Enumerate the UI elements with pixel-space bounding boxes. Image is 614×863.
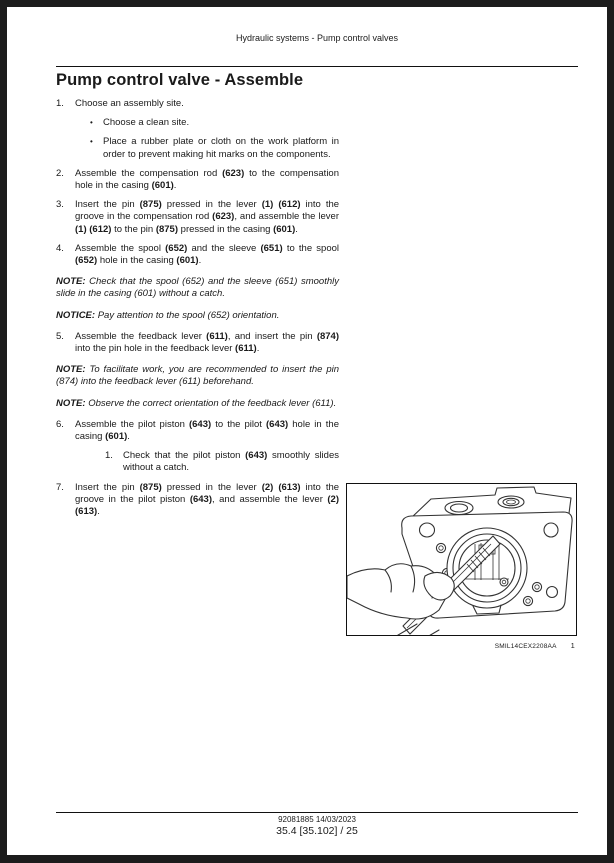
bullet-icon: • — [90, 118, 93, 128]
step-5 — [56, 331, 339, 355]
footer-section-page: 35.4 [35.102] / 25 — [276, 825, 358, 837]
figure-caption-code: SMIL14CEX2208AA — [494, 643, 557, 650]
step-7 — [56, 482, 339, 519]
note-2: NOTE: To facilitate work, you are recommended to insert the pin (874) into the feedback lever (611) beforehand. — [56, 364, 339, 388]
title-rule — [56, 66, 578, 67]
step-text: Assemble the feedback lever (611), and insert the pin (874) into the pin hole in the feedback lever (611). — [75, 330, 339, 355]
substep-number: 1. — [105, 450, 113, 462]
page-footer — [56, 812, 578, 837]
step-text: Insert the pin (875) pressed in the lever (2) (613) into the groove in the pilot piston (643), and assemble the lever (2) (613). — [75, 481, 340, 518]
bullet-text: Choose a clean site. — [103, 117, 190, 129]
page-title: Pump control valve - Assemble — [56, 71, 304, 89]
bullet-text: Place a rubber plate or cloth on the work platform in order to prevent making hit marks on the components. — [103, 136, 339, 160]
figure-1 — [346, 483, 577, 650]
step-number: 2. — [56, 167, 64, 179]
step-number: 7. — [56, 481, 64, 493]
step-text: Choose an assembly site. — [75, 98, 184, 109]
figure-number: 1 — [570, 641, 575, 650]
document-page — [7, 7, 607, 855]
step-number: 3. — [56, 199, 64, 211]
step-number: 6. — [56, 418, 64, 430]
note-3: NOTE: Observe the correct orientation of the feedback lever (611). — [56, 397, 337, 409]
step-1 — [56, 98, 339, 110]
hand — [347, 564, 454, 619]
figure-border — [346, 483, 577, 636]
step-2 — [56, 168, 339, 192]
step-6 — [56, 419, 339, 443]
bullet-icon: • — [90, 137, 93, 147]
figure-caption — [346, 641, 577, 650]
running-header: Hydraulic systems - Pump control valves — [235, 33, 399, 43]
procedure-content — [56, 98, 339, 525]
step-text: Assemble the spool (652) and the sleeve (651) to the spool (652) hole in the casing (601). — [75, 242, 340, 267]
step-text: Assemble the pilot piston (643) to the pilot (643) hole in the casing (601). — [75, 418, 339, 443]
step-number: 4. — [56, 242, 64, 254]
notice-1: NOTICE: Pay attention to the spool (652) orientation. — [56, 309, 280, 321]
substep-6-1 — [56, 450, 339, 474]
step-number: 1. — [56, 98, 64, 109]
footer-doc-id: 92081885 14/03/2023 — [278, 815, 356, 824]
note-1: NOTE: Check that the spool (652) and the sleeve (651) smoothly slide in the casing (601) without a catch. — [56, 276, 339, 300]
substep-text: Check that the pilot piston (643) smoothly slides without a catch. — [123, 450, 339, 474]
step-number: 5. — [56, 330, 64, 342]
bullet-1 — [56, 117, 339, 129]
bullet-2 — [56, 136, 339, 160]
valve-assembly-illustration — [347, 484, 576, 635]
step-text: Insert the pin (875) pressed in the lever (1) (612) into the groove in the compensation rod (623), and assemble the lever (1) (612) to the pin (875) pressed in the casing (601). — [75, 199, 340, 235]
tool-handle-lines — [357, 624, 439, 635]
step-3 — [56, 199, 339, 236]
step-text: Assemble the compensation rod (623) to the compensation hole in the casing (601). — [75, 167, 339, 192]
step-4 — [56, 243, 339, 267]
